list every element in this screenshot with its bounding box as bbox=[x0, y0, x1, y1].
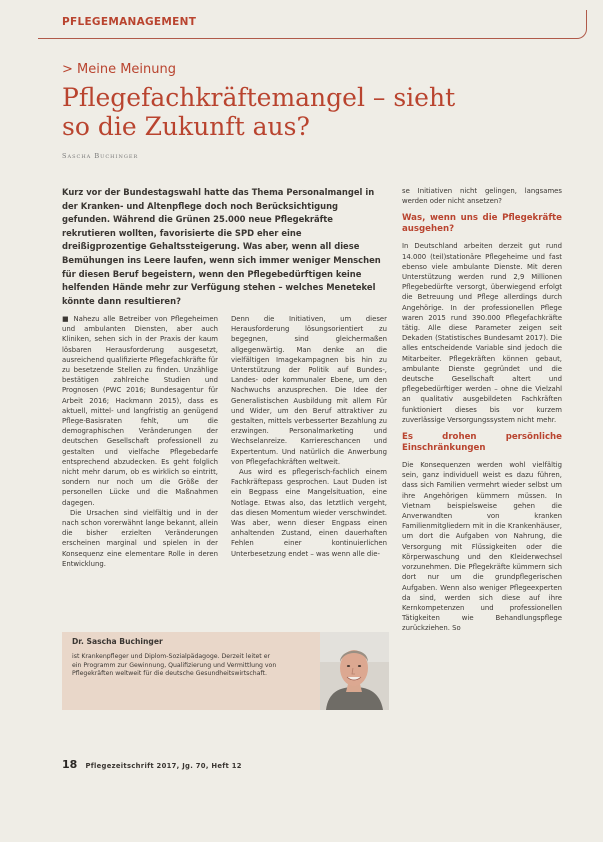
bio-text: ist Krankenpfleger und Diplom-Sozialpädagoge. Derzeit leitet er ein Programm zur Gewinnung, Qualifizierung und Vermittlung von Pflegekräften weltweit für die deutsche Gesundheitswirtschaft. bbox=[72, 653, 277, 678]
body-column-2 bbox=[231, 314, 387, 559]
paragraph: Die Konsequenzen werden wohl vielfältig sein, ganz individuell weist es dazu führen, dass sich Familien vermehrt wieder selbst um ihre Angehörigen kümmern müssen. In Vietnam beispielsweise gehen die Anverwandten von kranken Familienmitgliedern mit in die Krankenhäuser, um dort die Aufgaben von Nahrung, die Versorgung mit Flüssigkeiten oder die Körperwaschung und den Kleiderwechsel vorzunehmen. Die Pflegekräfte kümmern sich dort nur um die grundpflegerischen Aufgaben. Wenn also weniger Pflegeexperten da sind, werden sich diese auf ihre Kernkompetenzen und professionellen Tätigkeiten wie Behandlungspflege zurückziehen. So bbox=[402, 461, 562, 633]
article-title: Pflegefachkräftemangel – sieht so die Zukunft aus? bbox=[62, 83, 456, 141]
paragraph: Aus wird es pflegerisch-fachlich einem Fachkräftepass gesprochen. Laut Duden ist ein Begpass eine Mangelsituation, eine Notlage. Etwas also, das letztlich vergeht, das diesen Momentum wieder verschwindet. Was aber, wenn dieser Engpass einen anhaltenden Zustand, einen dauerhaften Fehlen einer kontinuierlichen Unterbesetzung endet – was wenn alle die- bbox=[231, 468, 387, 558]
publication-info: Pflegezeitschrift 2017, Jg. 70, Heft 12 bbox=[85, 762, 242, 770]
paragraph: se Initiativen nicht gelingen, langsames werden oder nicht ansetzen? bbox=[402, 187, 562, 206]
paragraph: Denn die Initiativen, um dieser Herausforderung lösungsorientiert zu begegnen, sind gleichermaßen allgegenwärtig. Man denke an die vielfältigen Imagekampagnen bis hin zu Unterstützung der Politik auf Bundes-, Landes- oder kommunaler Ebene, um den Nachwuchs anzusprechen. Die Idee der Generalistischen Ausbildung mit allem Für und Wider, um den Beruf attraktiver zu gestalten, mittels verbesserter Bezahlung zu erzwingen. Personalmarketing und Wechselanreize. Karriereschancen und Expertentum. Und natürlich die Anwerbung von Pflegefachkräften weltweit. bbox=[231, 315, 387, 466]
article-author: Sascha Buchinger bbox=[62, 152, 139, 160]
paragraph: Die Ursachen sind vielfältig und in der nach schon vorerwähnt lange bekannt, allein die bisher erzielten Veränderungen erscheinen marginal und spielen in der Konsequenz eine elementare Rolle in deren Entwicklung. bbox=[62, 508, 218, 568]
body-column-1 bbox=[62, 314, 218, 569]
article-rubric: > Meine Meinung bbox=[62, 62, 177, 77]
subheading: Was, wenn uns die Pflegekräfte ausgehen? bbox=[402, 213, 562, 235]
subheading: Es drohen persönliche Einschränkungen bbox=[402, 432, 562, 454]
article-lead: Kurz vor der Bundestagswahl hatte das Thema Personalmangel in der Kranken- und Altenpflege doch noch Berücksichtigung gefunden. Während die Grünen 25.000 neue Pflegekräfte rekrutieren wollten, favorisierte die SPD eher eine dreißigprozentige Gehaltssteigerung. Was aber, wenn all diese Bemühungen ins Leere laufen, wenn sich immer weniger Menschen für diesen Beruf begeistern, wenn den Pflegebedürftigen keine helfenden Hände mehr zur Verfügung stehen – welches Menetekel könnte dann resultieren? bbox=[62, 187, 381, 306]
section-label: PFLEGEMANAGEMENT bbox=[62, 16, 197, 28]
bio-name: Dr. Sascha Buchinger bbox=[72, 637, 163, 646]
author-bio-box bbox=[62, 632, 389, 710]
author-photo bbox=[320, 632, 389, 710]
page-footer bbox=[62, 758, 242, 771]
paragraph: ■ Nahezu alle Betreiber von Pflegeheimen und ambulanten Diensten, aber auch Kliniken, sehen sich in der Praxis der kaum lösbaren Herausforderung ausgesetzt, ausreichend qualifizierte Pflegefachkräfte für zu besetzende Stellen zu finden. Unzählige bestätigen zahlreiche Studien und Prognosen (PWC 2016; Bundesagentur für Arbeit 2016; Hackmann 2015), dass es aktuell, mittel- und langfristig an genügend Pflege-Basisraten fehlt, um die demographischen Veränderungen der deutschen Gesellschaft professionell zu gestalten und vielfache Pflegebedarfe entsprechend abzudecken. Es geht folglich nicht mehr darum, ob es wirklich so eintritt, sondern nur noch um die Größe der personellen Lücke und die Maßnahmen dagegen. bbox=[62, 315, 218, 507]
page-number: 18 bbox=[62, 758, 78, 771]
body-column-3 bbox=[402, 186, 562, 634]
paragraph: In Deutschland arbeiten derzeit gut rund 14.000 (teil)stationäre Pflegeheime und fast ebenso viele ambulante Dienste. Mit deren Unterstützung werden rund 2,9 Millionen Pflegebedürfte versorgt, überwiegend erfolgt die Betreuung und Pflege allerdings durch Angehörige. In der professionellen Pflege waren 2015 rund 390.000 Pflegefachkräfte tätig. Alle diese Parameter zeigen seit Dekaden (Statistisches Bundesamt 2017). Die alles entscheidende Variable sind jedoch die Mitarbeiter. Pflegekräften können gebaut, ambulante Dienste gegründet und die deutsche Gesellschaft altert und pflegebedürftiger werden – ohne die Vielzahl an qualitativ ausgebildeten Fachkräften funktioniert dieses bis vor kurzem zuverlässige Versorgungssystem nicht mehr. bbox=[402, 242, 562, 424]
